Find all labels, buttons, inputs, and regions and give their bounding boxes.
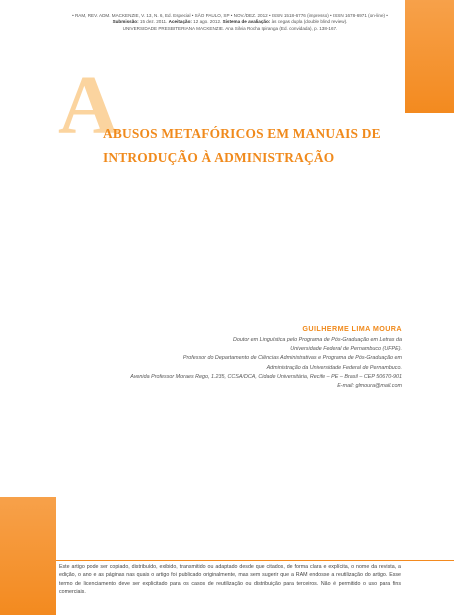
header-line-1: • RAM, REV. ADM. MACKENZIE, V. 13, N. 6, Ed. Especial • SÃO PAULO, SP • NOV./DEZ. 2012 • ISSN 1518-6776 (impresso) • ISSN 1678-6971 (on-line) • bbox=[72, 13, 388, 18]
header-line-3: UNIVERSIDADE PRESBITERIANA MACKENZIE. Ana Silvia Rocha Ipiranga (Ed. convidada), p. 138-167. bbox=[122, 25, 338, 31]
author-affiliation-1b: Universidade Federal de Pernambuco (UFPE). bbox=[290, 346, 402, 353]
author-affiliation-1a: Doutor em Linguística pelo Programa de Pós-Graduação em Letras da bbox=[233, 337, 402, 343]
author-affiliation-2b: Administração da Universidade Federal de Pernambuco. bbox=[266, 364, 402, 371]
article-title bbox=[103, 122, 403, 170]
decorative-initial-letter: A bbox=[58, 59, 119, 152]
author-affiliation-2a: Professor do Departamento de Ciências Administrativas e Programa de Pós-Graduação em bbox=[182, 355, 402, 362]
review-system-label: Sistema de avaliação: bbox=[222, 19, 271, 25]
review-system-value: às cegas dupla (double blind review). bbox=[270, 19, 348, 25]
article-title-line-1: ABUSOS METAFÓRICOS EM MANUAIS DE bbox=[103, 126, 381, 141]
author-name: GUILHERME LIMA MOURA bbox=[302, 324, 402, 333]
submission-date: 15 dez. 2011. bbox=[138, 19, 169, 25]
article-title-line-2: INTRODUÇÃO À ADMINISTRAÇÃO bbox=[103, 150, 335, 165]
license-notice: Este artigo pode ser copiado, distribuído, exibido, transmitido ou adaptado desde que citados, de forma clara e explícita, o nome da revista, a edição, o ano e as páginas nas quais o artigo foi publicado originalmente, mas sem sugerir que a RAM endosse a reutilização do artigo. Esse termo de licenciamento deve ser explicitado para os casos de reutilização ou distribuição para terceiros. Não é permitido o uso para fins comerciais. bbox=[59, 564, 401, 595]
author-email: E-mail: glmoura@mail.com bbox=[337, 383, 402, 390]
author-block bbox=[42, 323, 402, 391]
orange-decorative-block-top bbox=[405, 0, 454, 113]
submission-label: Submissão: bbox=[112, 19, 139, 25]
acceptance-date: 12 ago. 2012. bbox=[191, 19, 223, 25]
license-divider bbox=[56, 560, 454, 561]
orange-decorative-block-bottom bbox=[0, 497, 56, 615]
journal-header bbox=[60, 13, 400, 32]
author-address: Avenida Professor Moraes Rego, 1.235, CCSA/DCA, Cidade Universitária, Recife – PE – Brasil – CEP 50670-901 bbox=[130, 373, 402, 380]
acceptance-label: Aceitação: bbox=[168, 19, 192, 25]
